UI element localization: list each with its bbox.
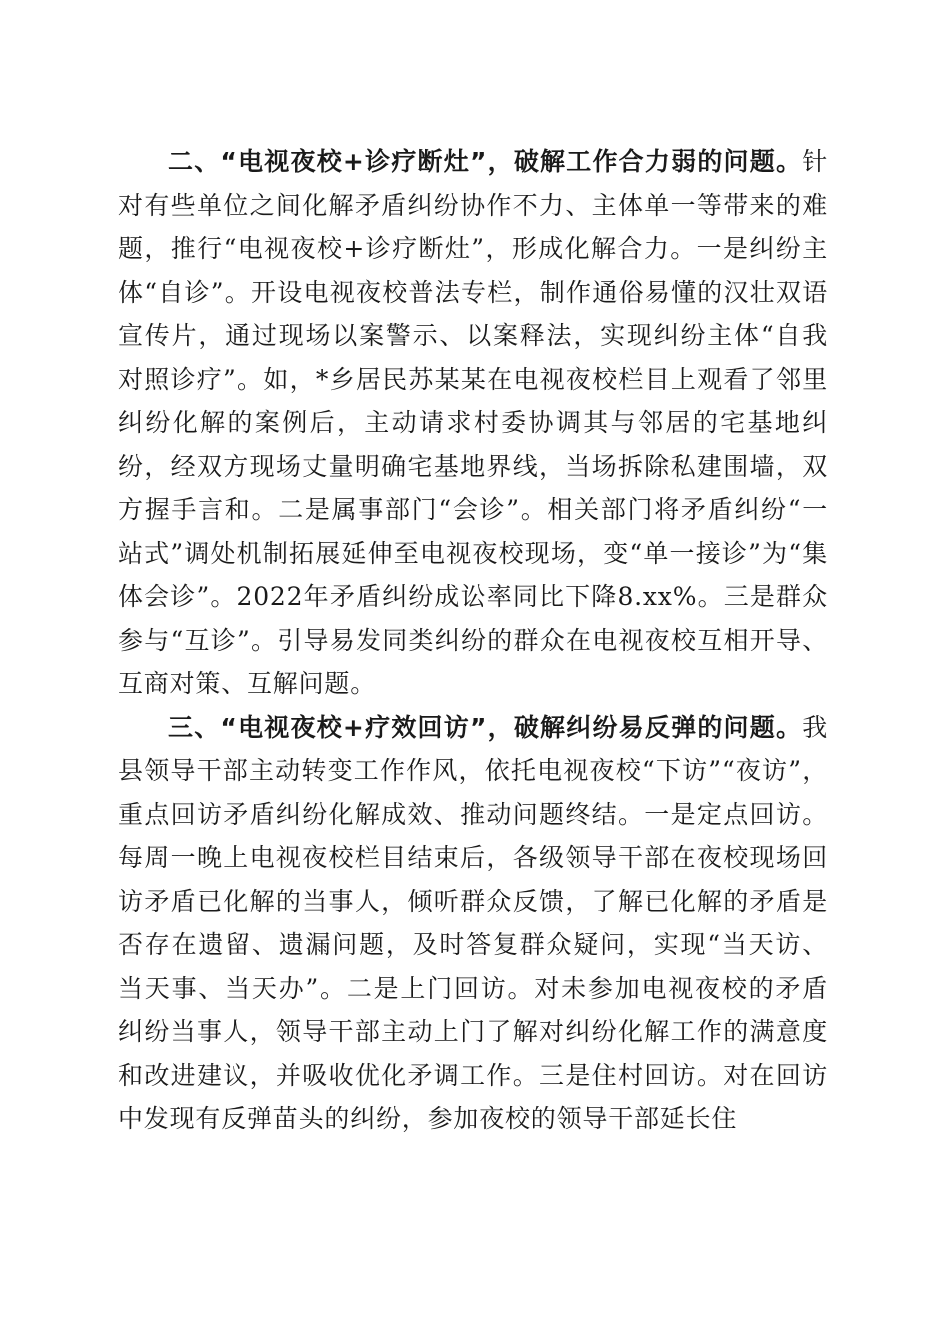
section-2-heading: 二、“电视夜校+诊疗断灶”，破解工作合力弱的问题。	[168, 147, 803, 176]
section-3-heading: 三、“电视夜校+疗效回访”，破解纠纷易反弹的问题。	[168, 712, 803, 742]
document-page	[118, 140, 828, 1141]
section-2-body: 针对有些单位之间化解矛盾纠纷协作不力、主体单一等带来的难题，推行“电视夜校+诊疗断灶”，形成化解合力。一是纠纷主体“自诊”。开设电视夜校普法专栏，制作通俗易懂的汉壮双语宣传片，通过现场以案警示、以案释法，实现纠纷主体“自我对照诊疗”。如，*乡居民苏某某在电视夜校栏目上观看了邻里纠纷化解的案例后，主动请求村委协调其与邻居的宅基地纠纷，经双方现场丈量明确宅基地界线，当场拆除私建围墙，双方握手言和。二是属事部门“会诊”。相关部门将矛盾纠纷“一站式”调处机制拓展延伸至电视夜校现场，变“单一接诊”为“集体会诊”。2022年矛盾纠纷成讼率同比下降8.xx%。三是群众参与“互诊”。引导易发同类纠纷的群众在电视夜校互相开导、互商对策、互解问题。	[118, 147, 828, 698]
section-2-paragraph	[118, 140, 828, 706]
section-3-body: 我县领导干部主动转变工作作风，依托电视夜校“下访”“夜访”，重点回访矛盾纠纷化解成效、推动问题终结。一是定点回访。每周一晚上电视夜校栏目结束后，各级领导干部在夜校现场回访矛盾已化解的当事人，倾听群众反馈，了解已化解的矛盾是否存在遗留、遗漏问题，及时答复群众疑问，实现“当天访、当天事、当天办”。二是上门回访。对未参加电视夜校的矛盾纠纷当事人，领导干部主动上门了解对纠纷化解工作的满意度和改进建议，并吸收优化矛调工作。三是住村回访。对在回访中发现有反弹苗头的纠纷，参加夜校的领导干部延长住	[118, 712, 828, 1133]
section-3-paragraph	[118, 706, 828, 1141]
